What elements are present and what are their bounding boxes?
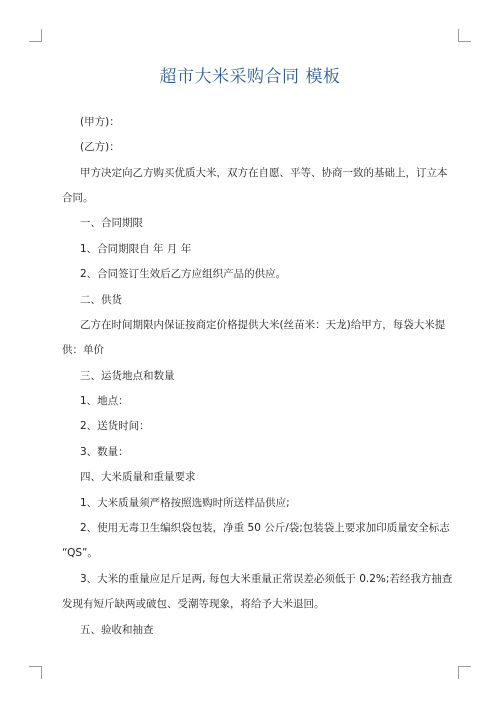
clause-4-3-line-2: 发现有短斤缺两或破包、受潮等现象，将给予大米退回。 <box>62 598 325 610</box>
intro-paragraph-line-2: 合同。 <box>62 192 94 204</box>
section-heading-2: 二、供货 <box>80 294 122 306</box>
crop-mark-bottom-right <box>458 666 471 679</box>
clause-3-1: 1、地点： <box>80 395 129 407</box>
section-heading-5: 五、验收和抽查 <box>80 624 154 636</box>
crop-mark-bottom-left <box>29 666 42 679</box>
clause-4-1: 1、大米质量须严格按照选购时所送样品供应; <box>80 497 290 509</box>
crop-mark-top-left <box>29 29 42 42</box>
clause-1-1: 1、合同期限自 年 月 年 <box>80 243 192 255</box>
party-a-line: (甲方)： <box>80 116 120 128</box>
party-b-line: (乙方)： <box>80 141 120 153</box>
clause-4-3-line-1: 3、大米的重量应足斤足两, 每包大米重量正常误差必须低于 0.2%;若经我方抽查 <box>80 573 453 585</box>
supply-paragraph-line-2: 供：单价 <box>62 344 104 356</box>
document-title: 超市大米采购合同 模板 <box>159 67 341 87</box>
clause-3-3: 3、数量： <box>80 446 129 458</box>
intro-paragraph-line-1: 甲方决定向乙方购买优质大米，双方在自愿、平等、协商一致的基础上，订立本 <box>80 167 448 179</box>
crop-mark-top-right <box>458 29 471 42</box>
section-heading-1: 一、合同期限 <box>80 217 143 229</box>
clause-4-2-line-1: 2、使用无毒卫生编织袋包装，净重 50 公斤/袋;包装袋上要求加印质量安全标志 <box>80 522 450 534</box>
clause-4-2-line-2: “QS”。 <box>62 547 98 559</box>
clause-1-2: 2、合同签订生效后乙方应组织产品的供应。 <box>80 268 287 280</box>
supply-paragraph-line-1: 乙方在时间期限内保证按商定价格提供大米(丝苗米：天龙)给甲方，每袋大米提 <box>80 319 446 331</box>
section-heading-3: 三、运货地点和数量 <box>80 370 175 382</box>
section-heading-4: 四、大米质量和重量要求 <box>80 471 196 483</box>
clause-3-2: 2、送货时间： <box>80 420 150 432</box>
